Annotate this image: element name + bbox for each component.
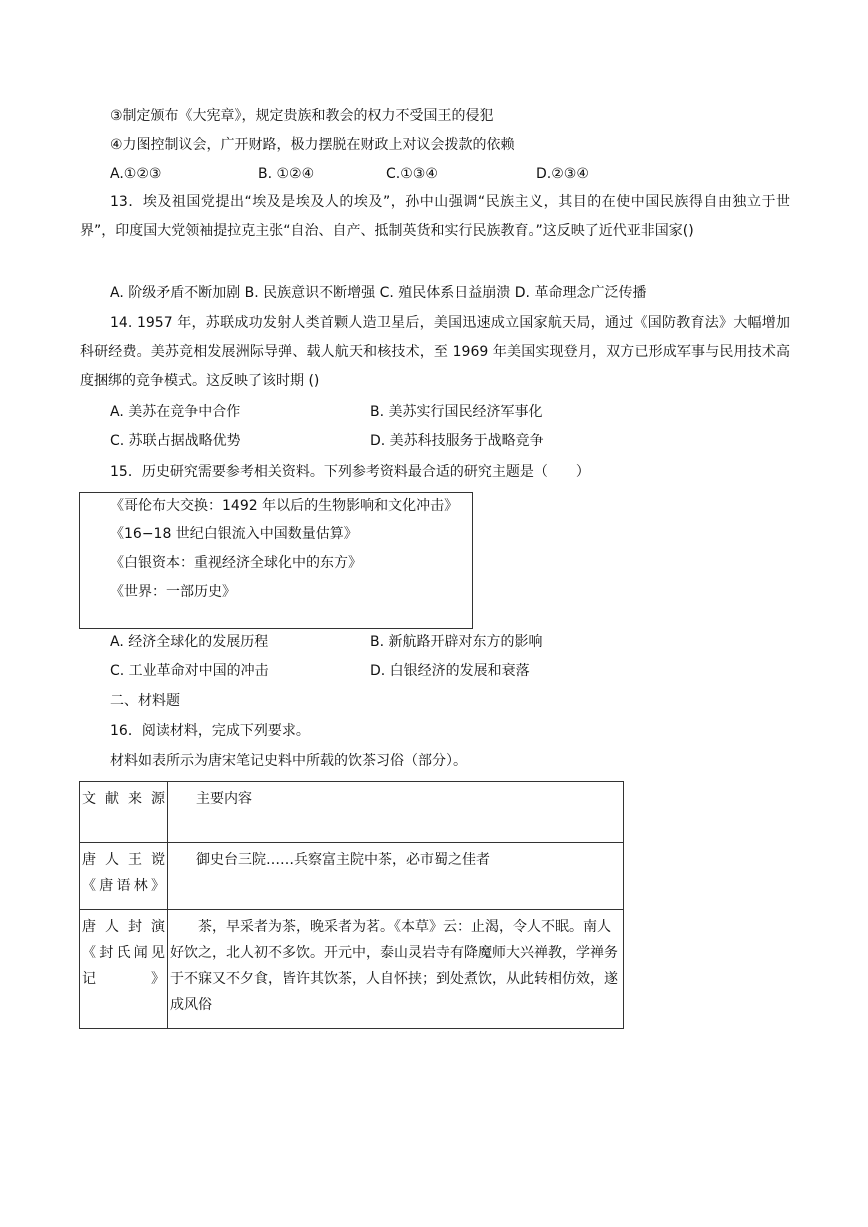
reference-book-1: 《哥伦布大交换：1492 年以后的生物影响和文化冲击》 xyxy=(110,498,459,514)
q15-option-b: B. 新航路开辟对东方的影响 xyxy=(370,634,543,650)
q12-option-d: D.②③④ xyxy=(536,166,589,182)
table-row xyxy=(80,843,624,910)
q13-stem-text: 13．埃及祖国党提出“埃及是埃及人的埃及”，孙中山强调“民族主义，其目的在使中国民族得自由独立于世界”，印度国大党领袖提拉克主张“自治、自产、抵制英货和实行民族教育。”这反映了近代亚非国家() xyxy=(80,194,790,239)
q14-stem xyxy=(80,309,790,396)
table-cell-source: 唐人封演《封氏闻见记》 xyxy=(80,910,168,1029)
table-header-content: 主要内容 xyxy=(168,782,624,843)
section-heading: 二、材料题 xyxy=(110,693,180,709)
reference-book-2: 《16−18 世纪白银流入中国数量估算》 xyxy=(110,526,358,542)
reference-book-4: 《世界：一部历史》 xyxy=(110,584,236,600)
table-cell-content: 茶，早采者为茶，晚采者为茗。《本草》云：止渴，令人不眠。南人好饮之，北人初不多饮。开元中，泰山灵岩寺有降魔师大兴禅教，学禅务于不寐又不夕食，皆许其饮茶，人自怀挟；到处煮饮，从此转相仿效，遂成风俗 xyxy=(168,910,624,1029)
table-cell-source: 唐人王谠《唐语林》 xyxy=(80,843,168,910)
table-row xyxy=(80,910,624,1029)
q14-option-d: D. 美苏科技服务于战略竞争 xyxy=(370,433,544,449)
q15-option-a: A. 经济全球化的发展历程 xyxy=(110,634,269,650)
q14-option-a: A. 美苏在竞争中合作 xyxy=(110,404,241,420)
q15-stem: 15．历史研究需要参考相关资料。下列参考资料最合适的研究主题是（ ） xyxy=(110,464,590,480)
table-cell-content: 御史台三院……兵察富主院中茶，必市蜀之佳者 xyxy=(168,843,624,910)
q14-stem-text: 14. 1957 年，苏联成功发射人类首颗人造卫星后，美国迅速成立国家航天局，通过《国防教育法》大幅增加科研经费。美苏竞相发展洲际导弹、载人航天和核技术，至 1969 年美国实现登月，双方已形成军事与民用技术高度捆绑的竞争模式。这反映了该时期 () xyxy=(80,315,790,389)
q12-option-a: A.①②③ xyxy=(110,166,162,182)
statement-3: ③制定颁布《大宪章》，规定贵族和教会的权力不受国王的侵犯 xyxy=(110,108,494,124)
reference-book-3: 《白银资本：重视经济全球化中的东方》 xyxy=(110,555,362,571)
q12-option-c: C.①③④ xyxy=(386,166,438,182)
q16-intro: 材料如表所示为唐宋笔记史料中所载的饮茶习俗（部分）。 xyxy=(110,753,467,769)
reference-books-box xyxy=(79,492,473,629)
table-header-source: 文献来源 xyxy=(80,782,168,843)
q16-stem: 16．阅读材料，完成下列要求。 xyxy=(110,723,310,739)
table-header-row xyxy=(80,782,624,843)
tea-customs-table xyxy=(79,781,624,1029)
q12-option-b: B. ①②④ xyxy=(258,166,315,182)
q14-option-c: C. 苏联占据战略优势 xyxy=(110,433,241,449)
q15-option-c: C. 工业革命对中国的冲击 xyxy=(110,663,269,679)
q14-option-b: B. 美苏实行国民经济军事化 xyxy=(370,404,543,420)
q13-stem xyxy=(80,188,790,246)
q15-option-d: D. 白银经济的发展和衰落 xyxy=(370,663,530,679)
q13-options: A. 阶级矛盾不断加剧 B. 民族意识不断增强 C. 殖民体系日益崩溃 D. 革命理念广泛传播 xyxy=(110,285,647,301)
statement-4: ④力图控制议会，广开财路，极力摆脱在财政上对议会拨款的依赖 xyxy=(110,137,515,153)
